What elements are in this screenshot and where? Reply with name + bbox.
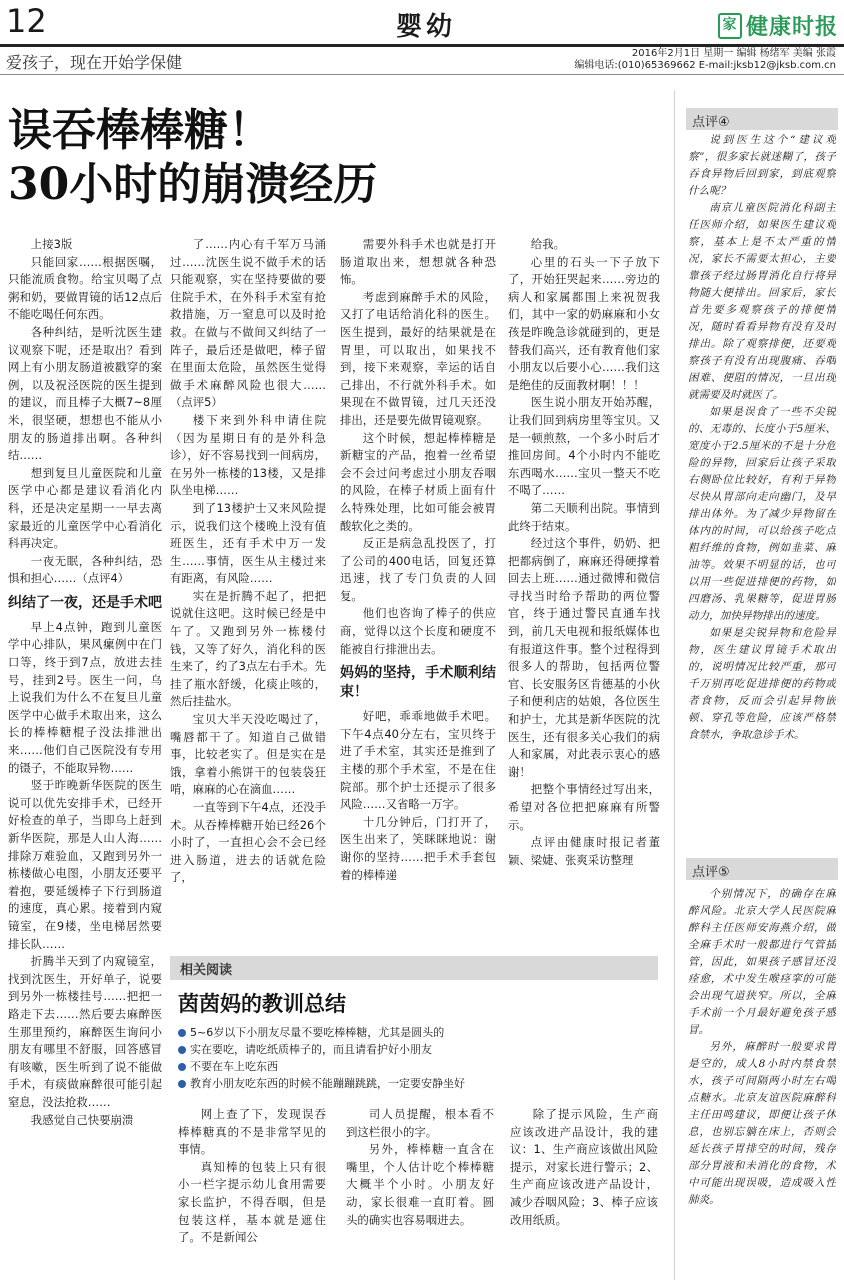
review4-text (688, 132, 836, 838)
paragraph: 各种纠结，是听沈医生建议观察下呢，还是取出？看到网上有小朋友肠道被戳穿的案例，以及祝泾医院的医生提到的建议，而且棒子大概7~8厘米，很坚硬，想想也不能从小朋友的肠道排出啊。各种纠结…… (8, 324, 162, 463)
edition-date-editor: 2016年2月1日 星期一 编辑 杨绪军 美编 张霞 (631, 48, 836, 59)
review5-label: 点评⑤ (692, 865, 730, 880)
newspaper-logo[interactable] (718, 10, 838, 41)
paragraph: 网上查了下，发现误吞棒棒糖真的不是非常罕见的事情。 (178, 1107, 326, 1157)
paragraph: 如果是误食了一些不尖锐的、无毒的、长度小于5厘米、宽度小于2.5厘米的不是十分危险的异物，回家后让孩子采取右侧卧位比较好，有利于异物尽快从胃部向走向幽门，及早排出体外。为了减少异物留在体内的时间，可以给孩子吃点粗纤维的食物，例如韭菜、麻油等。效果不明显的话，也可以用一些促进排便的药物，如四磨汤、乳果糖等，促进胃肠动力，加快异物排出的速度。 (688, 406, 836, 622)
bullet-icon (178, 1080, 186, 1088)
logo-text: 健康时报 (746, 15, 839, 40)
paragraph: 了……内心有千军万马涌过……沈医生说不做手术的话只能观察，实在坚持要做的要住院手术，在外科手术室有抢救措施，万一窒息可以及时抢救。在做与不做间又纠结了一阵子，最后还是做吧，棒子留在里面太危险，虽然医生觉得做手术麻醉风险也很大……（点评5） (170, 237, 326, 410)
paragraph: 想到复旦儿童医院和儿童医学中心都是建议看消化内科，还是决定星期一一早去离家最近的儿童医学中心看消化科再决定。 (8, 465, 162, 551)
related-article-title: 茵茵妈的教训总结 (178, 991, 346, 1016)
article-subheading: 纠结了一夜，还是手术吧 (8, 594, 162, 611)
paragraph: 给我。 (530, 237, 565, 251)
article-column-2 (170, 236, 326, 942)
bullet-icon (178, 1063, 186, 1071)
paragraph: 反正是病急乱投医了，打了公司的400电话，回复还算迅速，找了专门负责的人回复。 (340, 536, 496, 603)
paragraph: 到了13楼护士又来风险提示，说我们这个楼晚上没有值班医生，还有手术中万一发生……事情，医生从主楼过来有距离，有风险…… (170, 500, 326, 586)
paragraph: 十几分钟后，门打开了，医生出来了，笑眯眯地说：谢谢你的坚持……把手术手套包着的棒棒递 (340, 814, 496, 882)
paragraph: 个别情况下，的确存在麻醉风险。北京大学人民医院麻醉科主任医师安海燕介绍，做全麻手术时一般都进行气管插管，因此，如果孩子感冒还没痊愈，术中发生喉痉挛的可能会出现气道狭窄。所以，全麻手术前一个月最好避免孩子感冒。 (688, 888, 836, 1036)
paragraph: 一夜无眠，各种纠结，恐惧和担心……（点评4） (8, 553, 162, 586)
headline-line-1: 误吞棒棒糖！ (8, 105, 272, 156)
paragraph: 需要外科手术也就是打开肠道取出来，想想就各种恐怖。 (340, 237, 496, 287)
lesson-item (178, 1041, 658, 1058)
headline-line-2: 30小时的崩溃经历 (8, 159, 378, 210)
paragraph: 上接3版 (30, 237, 73, 251)
paragraph: 医生说小朋友开始苏醒，让我们回到病房里等宝贝。又是一顿煎熬，一个多小时后才推回房间。4个小时内不能吃东西喝水……宝贝一整天不吃不喝了…… (508, 395, 660, 498)
paragraph: 好吧，乖乖地做手术吧。下午4点40分左右，宝贝终于进了手术室，其实还是推到了主楼的那个手术室，不是在住院部。那个护士还提示了很多风险……又省略一万字。 (340, 709, 496, 812)
paragraph: 考虑到麻醉手术的风险，又打了电话给消化科的医生。医生提到，最好的结果就是在胃里，可以取出，如果找不到，接下来观察，幸运的话自己排出，不行就外科手术。如果现在不做胃镜，过几天还没排出，还是要先做胃镜观察。 (340, 289, 496, 427)
paragraph: 宝贝大半天没吃喝过了，嘴唇都干了。知道自己做错事，比较老实了。但是实在是饿，拿着小熊饼干的包装袋狂啃，麻麻的心在滴血…… (170, 712, 326, 797)
lesson-text: 实在要吃，请吃纸质棒子的，而且请看护好小朋友 (190, 1043, 432, 1056)
paragraph: 我感觉自己快要崩溃 (30, 1112, 134, 1127)
page-slogan: 爱孩子，现在开始学保健 (6, 53, 183, 72)
paragraph: 除了提示风险，生产商应该改进产品设计，我的建议：1、生产商应该做出风险提示，对家长进行警示；2、生产商应该改进产品设计，减少吞咽风险；3、棒子应该改用纸质。 (510, 1107, 658, 1227)
lesson-text: 不要在车上吃东西 (190, 1060, 278, 1073)
article-column-1 (8, 236, 162, 1276)
related-reading-label: 相关阅读 (180, 963, 233, 978)
lesson-item (178, 1075, 658, 1092)
logo-icon: 家 (718, 13, 742, 39)
masthead-rule (0, 44, 844, 47)
paragraph: 司人员提醒，根本看不到这栏很小的字。 (346, 1107, 494, 1139)
lesson-text: 5~6岁以下小朋友尽量不要吃棒棒糖，尤其是圆头的 (190, 1026, 445, 1039)
paragraph: 真知棒的包装上只有很小一栏字提示幼儿食用需要家长监护，不得吞咽，但是包装这样，基本就是遮住了。不是新闻公 (178, 1159, 326, 1245)
paragraph: 把整个事情经过写出来，希望对各位把把麻麻有所警示。 (508, 782, 660, 832)
article-column-4 (508, 236, 660, 942)
lessons-list (178, 1024, 658, 1092)
sidebar-divider (674, 90, 675, 1280)
paragraph: 他们也咨询了棒子的供应商，觉得以这个长度和硬度不能被自行排泄出去。 (340, 606, 496, 656)
subheader-rule (0, 74, 844, 75)
article-column-3 (340, 236, 496, 942)
paragraph: 一直等到下午4点，还没手术。从吞棒棒糖开始已经26个小时了，一直担心会不会已经进入肠道，进去的话就危险了， (170, 800, 326, 885)
paragraph: 点评由健康时报记者董颖、梁婕、张爽采访整理 (508, 835, 660, 867)
page-number: 12 (6, 2, 47, 40)
review5-text (688, 886, 836, 1278)
paragraph: 竖于昨晚新华医院的医生说可以优先安排手术，已经开好检查的单子，当即乌上赶到新华医院，那是人山人海……排除万难验血，又跑到另外一栋楼做心电图，小朋友还要平着抱，要延缓棒子下行到肠道的速度，真心累。接着到内窥镜室，在9楼，坐电梯居然要排长队…… (8, 778, 162, 951)
edition-info (574, 48, 836, 72)
paragraph: 折腾半天到了内窥镜室，找到沈医生，开好单子，说要到另外一栋楼挂号……把把一路走下去……然后要去麻醉医生那里预约，麻醉医生询问小朋友有哪里不舒服，回答感冒有咳嗽，医生听到了说不能做手术，有痰做麻醉很可能引起窒息，没法抢救…… (8, 954, 162, 1109)
lesson-item (178, 1024, 658, 1041)
review4-label: 点评④ (692, 115, 730, 130)
paragraph: 另外，棒棒糖一直含在嘴里，个人估计吃个棒棒糖大概半个小时。小朋友好动，家长很难一直盯着。圆头的确实也容易咽进去。 (346, 1142, 494, 1227)
paragraph: 南京儿童医院消化科副主任医师介绍，如果医生建议观察，基本上是不太严重的情况，家长不需要太担心，主要靠孩子经过肠胃消化自行将异物随大便排出。回家后，家长首先要多观察孩子的排便情况，随时看看异物有没有及时排出。除了观察排便，还要观察孩子有没有出现腹痛、吞咽困难、便阻的情况，一旦出现就需要及时就医了。 (688, 202, 836, 401)
lesson-item (178, 1058, 658, 1075)
paragraph: 第二天顺利出院。事情到此终于结束。 (508, 500, 660, 533)
paragraph: 另外，麻醉时一般要求胃是空的，成人8小时内禁食禁水，孩子可间隔两小时左右喝点糖水。北京友谊医院麻醉科主任田鸣建议，即便让孩子休息，也别忘躺在床上，否则会延长孩子胃排空的时间，残存部分胃液和未消化的食物，术中可能出现误吸，造成吸入性肺炎。 (688, 1041, 836, 1206)
bullet-icon (178, 1029, 186, 1037)
related-reading-bar (170, 956, 658, 980)
related-column-3 (510, 1106, 658, 1276)
article-subheading: 妈妈的坚持，手术顺利结束！ (340, 665, 496, 701)
paragraph: 楼下来到外科申请住院（因为星期日有的是外科急诊），好不容易找到一间病房，在另外一栋楼的13楼，又是排队坐电梯…… (170, 412, 326, 498)
section-title: 婴幼 (396, 12, 457, 42)
article-headline (8, 104, 377, 212)
paragraph: 说到医生这个“建议观察”，很多家长就迷糊了，孩子吞食异物后回到家，到底观察什么呢？ (688, 134, 836, 197)
related-column-1 (178, 1106, 326, 1276)
paragraph: 如果是尖锐异物和危险异物，医生建议胃镜手术取出的，说明情况比较严重，那可千万别再吃促进排便的药物或者食物，反而会引起异物嵌顿、穿孔等危险，应该严格禁食禁水，争取急诊手术。 (688, 627, 836, 741)
paragraph: 只能回家……根据医嘱，只能流质食物。给宝贝喝了点粥和奶，要做胃镜的话12点后不能吃喝任何东西。 (8, 254, 162, 322)
edition-contact: 编辑电话:(010)65369662 E-mail:jksb12@jksb.com.cn (574, 60, 836, 71)
paragraph: 早上4点钟，跑到儿童医学中心排队，果风瘰例中在门口等，终于到7点，放进去挂号，挂到2号。医生一问，乌上说我们为什么不在复旦儿童医学中心做手术取出来，这么长的棒棒糖棍子没法排泄出来……他们自己医院没有专用的镊子，不能取异物…… (8, 619, 162, 775)
lesson-text: 教育小朋友吃东西的时候不能蹦蹦跳跳，一定要安静坐好 (190, 1077, 465, 1090)
paragraph: 实在是折腾不起了，把把说就住这吧。这时候已经是中午了。又跑到另外一栋楼付钱，又等了好久，消化科的医生来了，约了3点左右手术。先挂了瓶水舒缓，化痰止咳的，然后挂盐水。 (170, 588, 326, 709)
related-column-2 (346, 1106, 494, 1276)
paragraph: 经过这个事件，奶奶、把把都病倒了，麻麻还得硬撑着回去上班……通过微博和微信寻找当时给予帮助的两位警官，终于通过警民直通车找到，前几天电视和报纸媒体也有报道这件事。整个过程得到很多人的帮助，包括两位警官、长安服务区肯德基的小伙子和便利店的姑娘，各位医生和护士，尤其是新华医院的沈医生，还有很多关心我们的病人和家属，对此表示衷心的感谢！ (508, 536, 660, 779)
bullet-icon (178, 1046, 186, 1054)
paragraph: 心里的石头一下子放下了，开始狂哭起来……旁边的病人和家属都围上来祝贺我们，其中一家的奶麻麻和小女孩是昨晚急诊就碰到的，更是替我们高兴，还有教育他们家小朋友以后要小心……我们这是绝佳的反面教材啊！！！ (508, 254, 660, 392)
paragraph: 这个时候，想起棒棒糖是新糖宝的产品，抱着一丝希望会不会过问考虑过小朋友吞咽的风险，在棒子材质上面有什么特殊处理，比如可能会被胃酸软化之类的。 (340, 430, 496, 533)
